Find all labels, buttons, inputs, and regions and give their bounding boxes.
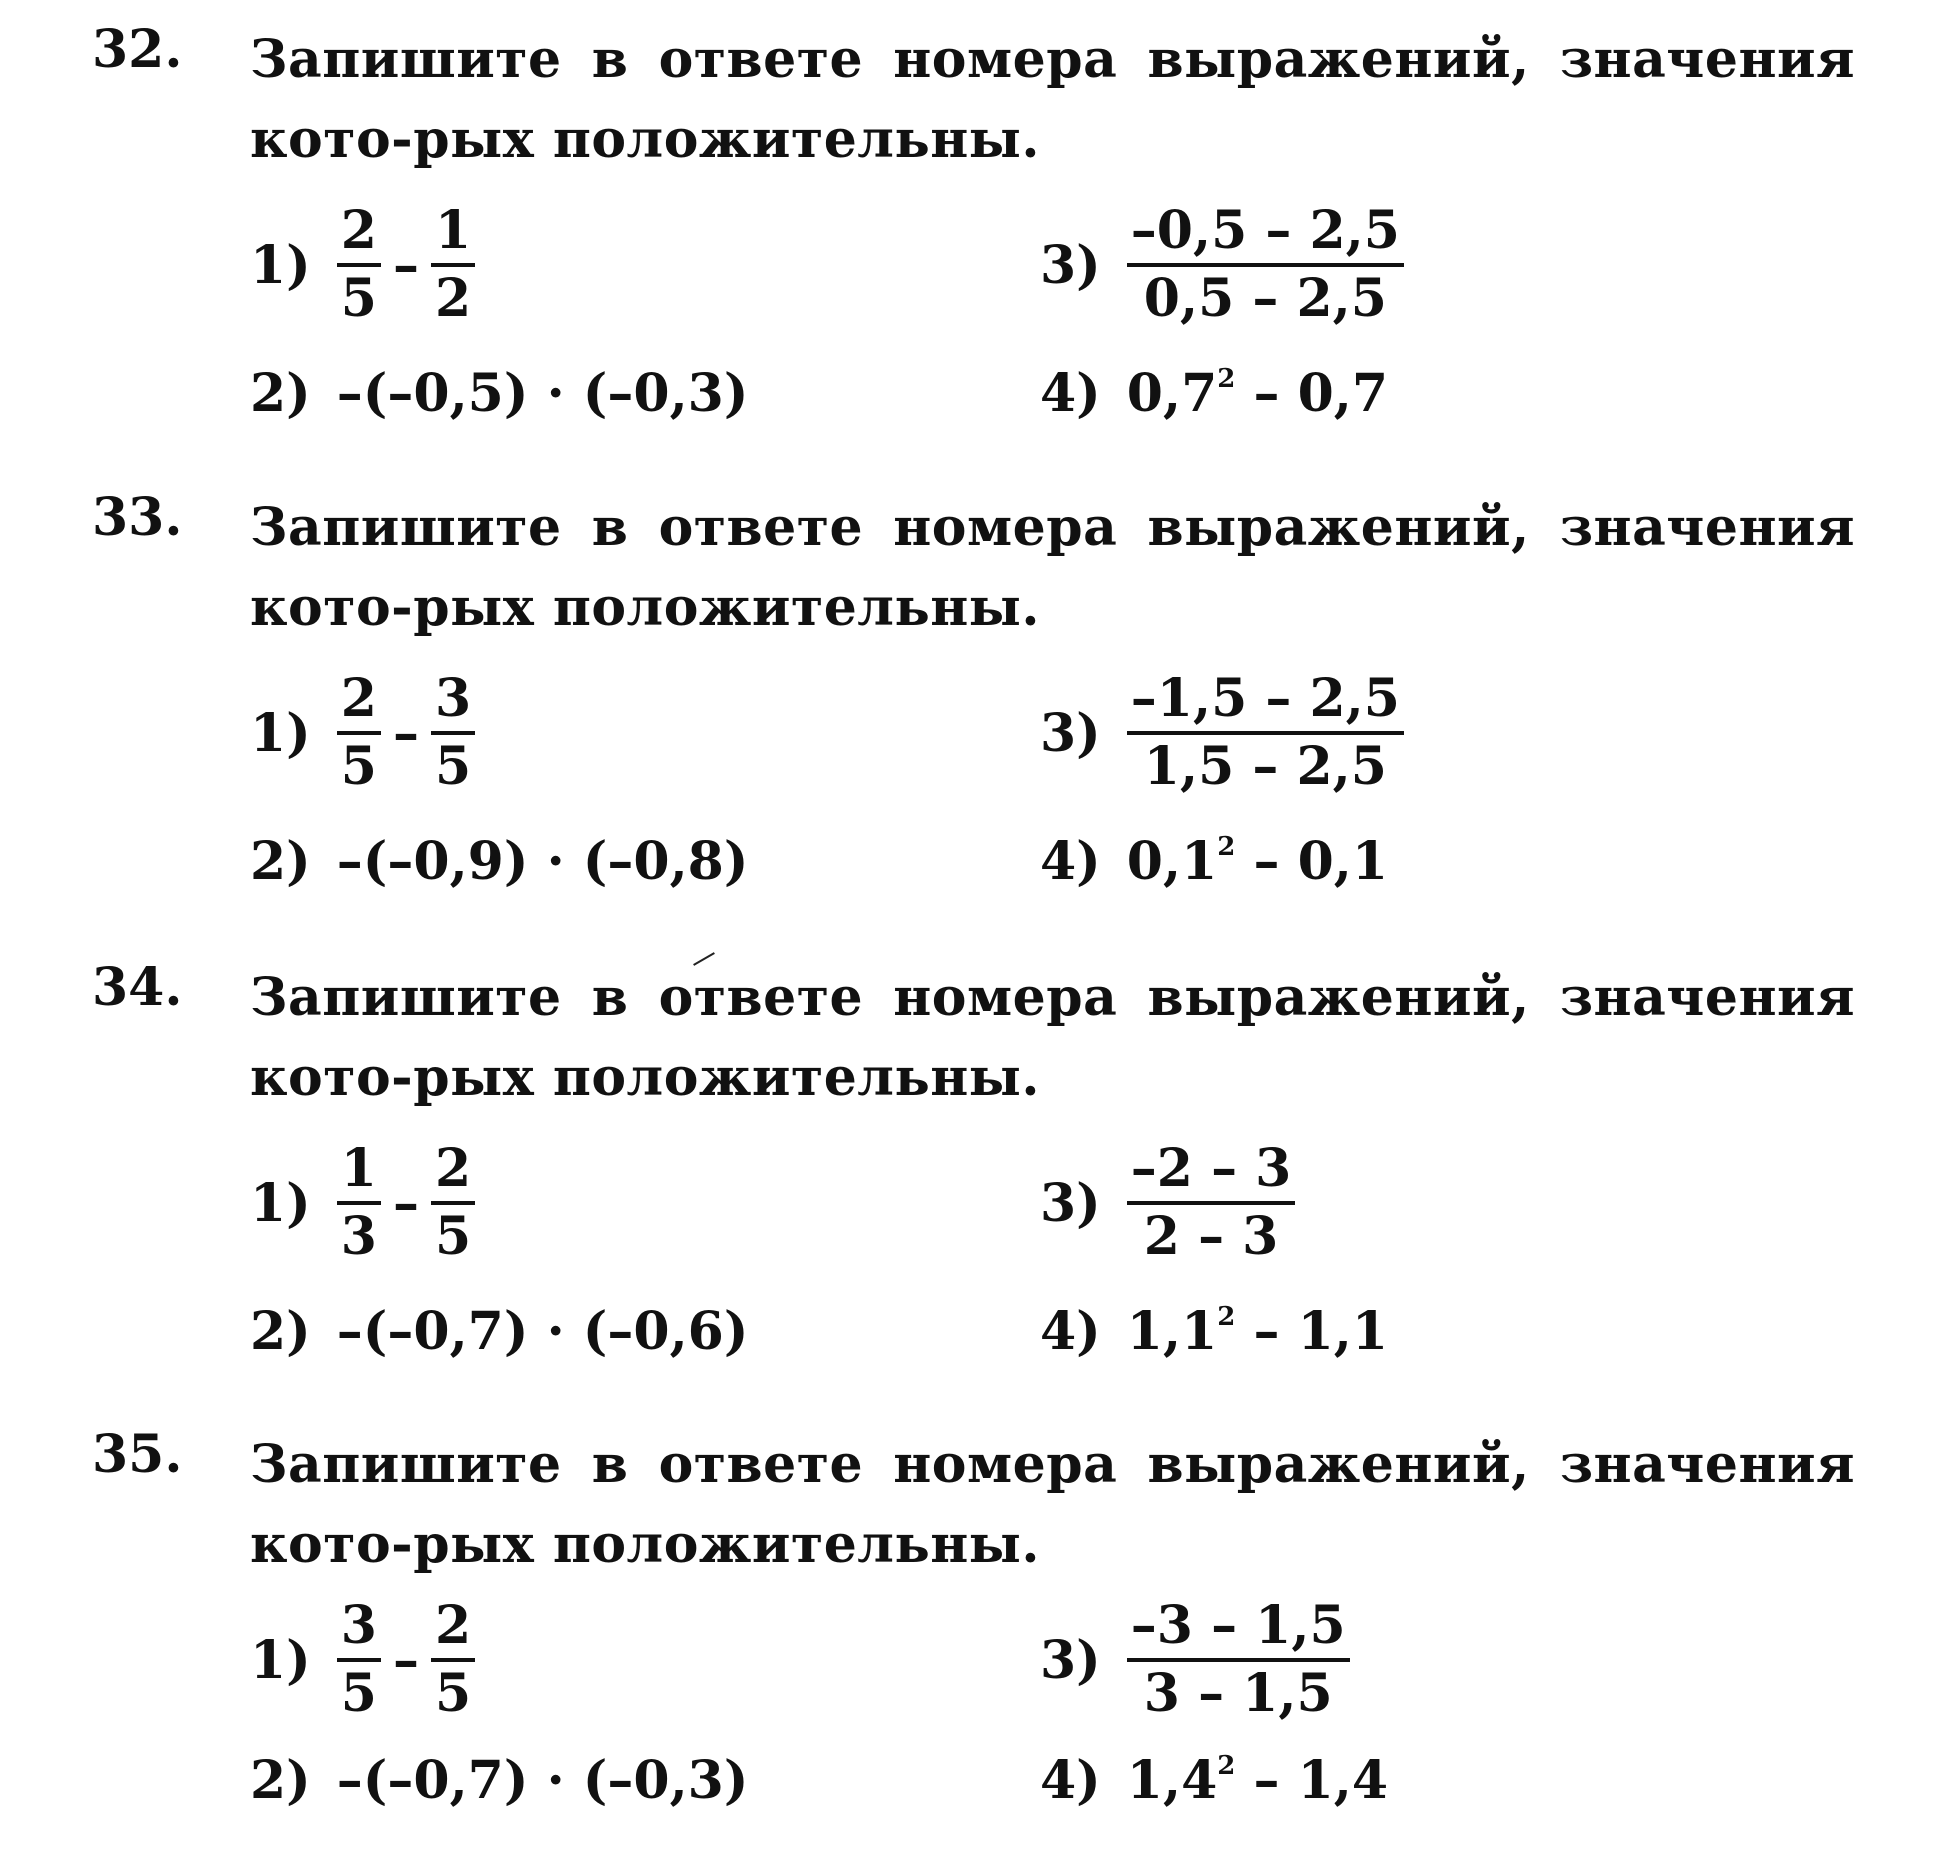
- expression: –(–0,9) · (–0,8): [336, 830, 749, 892]
- expression: –(–0,7) · (–0,6): [336, 1300, 749, 1362]
- subtrahend: – 1,1: [1235, 1300, 1389, 1362]
- base: 0,7: [1126, 362, 1218, 424]
- numerator: 1: [337, 1143, 381, 1205]
- option-3: [1040, 200, 1404, 329]
- option-label: 1): [250, 1629, 311, 1691]
- fraction-b: [431, 200, 475, 329]
- denominator: 2 – 3: [1143, 1206, 1279, 1267]
- numerator: 2: [431, 1600, 475, 1662]
- denominator: 0,5 – 2,5: [1143, 268, 1387, 329]
- denominator: 5: [434, 1206, 472, 1267]
- option-1: [250, 200, 475, 329]
- numerator: –1,5 – 2,5: [1127, 673, 1404, 735]
- option-2: [250, 358, 748, 428]
- option-2: [250, 1296, 748, 1366]
- exponent: 2: [1217, 1301, 1236, 1332]
- base: 1,1: [1126, 1300, 1218, 1362]
- option-label: 3): [1040, 1629, 1101, 1691]
- problem-number: 32.: [92, 19, 183, 80]
- problem-number: 34.: [92, 957, 183, 1018]
- denominator: 3 – 1,5: [1143, 1663, 1333, 1724]
- fraction-a: [337, 1138, 381, 1267]
- denominator: 2: [434, 268, 472, 329]
- expression: –(–0,5) · (–0,3): [336, 362, 749, 424]
- numerator: 3: [431, 673, 475, 735]
- option-label: 2): [250, 362, 311, 424]
- denominator: 5: [340, 268, 377, 329]
- operator: –: [392, 1629, 419, 1691]
- option-label: 4): [1040, 1300, 1101, 1362]
- option-label: 1): [250, 1172, 311, 1234]
- problem-number: 35.: [92, 1424, 183, 1485]
- denominator: 5: [434, 1663, 472, 1724]
- numerator: 1: [431, 205, 475, 267]
- base: 1,4: [1126, 1749, 1218, 1811]
- numerator: 3: [337, 1600, 381, 1662]
- subtrahend: – 0,1: [1235, 830, 1389, 892]
- denominator: 5: [434, 736, 472, 797]
- option-label: 2): [250, 1300, 311, 1362]
- option-3: [1040, 1595, 1350, 1724]
- denominator: 1,5 – 2,5: [1143, 736, 1387, 797]
- fraction-a: [337, 200, 381, 329]
- fraction: [1127, 200, 1404, 329]
- numerator: 2: [431, 1143, 475, 1205]
- subtrahend: – 0,7: [1235, 362, 1389, 424]
- problem-32: [0, 0, 1960, 460]
- option-1: [250, 1595, 475, 1724]
- fraction-b: [431, 1138, 475, 1267]
- numerator: 2: [337, 673, 381, 735]
- problem-33: [0, 468, 1960, 928]
- option-label: 2): [250, 1749, 311, 1811]
- option-label: 3): [1040, 702, 1101, 764]
- numerator: –0,5 – 2,5: [1127, 205, 1404, 267]
- option-label: 4): [1040, 830, 1101, 892]
- exponent: 2: [1217, 363, 1236, 394]
- fraction-b: [431, 1595, 475, 1724]
- option-label: 2): [250, 830, 311, 892]
- option-label: 4): [1040, 362, 1101, 424]
- fraction-a: [337, 1595, 381, 1724]
- fraction-a: [337, 668, 381, 797]
- problem-statement: Запишите в ответе номера выражений, значения кото-рых положительны.: [250, 967, 1855, 1108]
- fraction: [1127, 668, 1404, 797]
- option-2: [250, 826, 748, 896]
- numerator: –2 – 3: [1127, 1143, 1296, 1205]
- option-2: [250, 1745, 748, 1815]
- operator: –: [392, 702, 419, 764]
- expression: [1127, 1750, 1388, 1811]
- problem-34: [0, 938, 1960, 1398]
- problem-statement: Запишите в ответе номера выражений, значения кото-рых положительны.: [250, 497, 1855, 638]
- denominator: 5: [340, 736, 377, 797]
- option-4: [1040, 1296, 1388, 1366]
- exponent: 2: [1217, 831, 1236, 862]
- problem-statement: Запишите в ответе номера выражений, значения кото-рых положительны.: [250, 1434, 1855, 1575]
- option-label: 1): [250, 234, 311, 296]
- option-3: [1040, 1138, 1295, 1267]
- denominator: 3: [340, 1206, 377, 1267]
- subtrahend: – 1,4: [1235, 1749, 1389, 1811]
- expression: –(–0,7) · (–0,3): [336, 1749, 749, 1811]
- problem-35: [0, 1405, 1960, 1865]
- option-label: 3): [1040, 234, 1101, 296]
- option-label: 1): [250, 702, 311, 764]
- option-label: 3): [1040, 1172, 1101, 1234]
- option-3: [1040, 668, 1404, 797]
- option-1: [250, 1138, 475, 1267]
- expression: [1127, 831, 1388, 892]
- operator: –: [392, 234, 419, 296]
- operator: –: [392, 1172, 419, 1234]
- problem-number: 33.: [92, 487, 183, 548]
- fraction-b: [431, 668, 475, 797]
- option-4: [1040, 358, 1388, 428]
- numerator: 2: [337, 205, 381, 267]
- expression: [1127, 1301, 1388, 1362]
- denominator: 5: [340, 1663, 377, 1724]
- fraction: [1127, 1138, 1296, 1267]
- option-1: [250, 668, 475, 797]
- base: 0,1: [1126, 830, 1218, 892]
- option-4: [1040, 826, 1388, 896]
- exponent: 2: [1217, 1750, 1236, 1781]
- option-4: [1040, 1745, 1388, 1815]
- fraction: [1127, 1595, 1350, 1724]
- option-label: 4): [1040, 1749, 1101, 1811]
- numerator: –3 – 1,5: [1127, 1600, 1350, 1662]
- problem-statement: Запишите в ответе номера выражений, значения кото-рых положительны.: [250, 29, 1855, 170]
- expression: [1127, 363, 1388, 424]
